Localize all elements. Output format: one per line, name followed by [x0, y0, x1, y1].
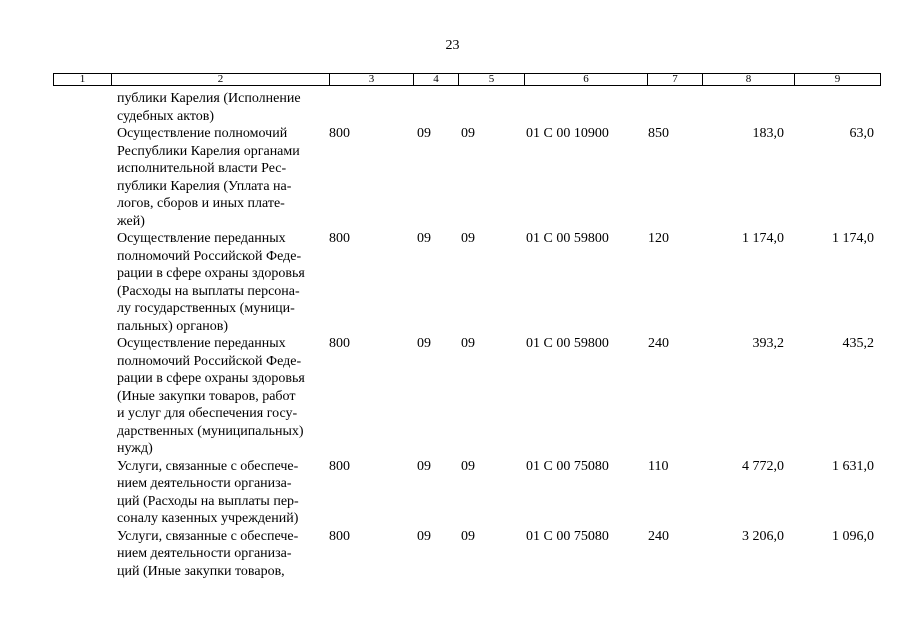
- description-line: исполнительной власти Рес-: [117, 161, 287, 176]
- table-row: [53, 458, 880, 528]
- subsection-code: 09: [461, 336, 475, 351]
- table-row: [53, 230, 880, 335]
- section-code: 800: [329, 528, 350, 544]
- column-header-1: 1: [54, 74, 112, 86]
- description-line: ций (Иные закупки товаров,: [117, 563, 285, 579]
- section-code: 800: [329, 336, 350, 351]
- description-line: публики Карелия (Исполнение: [117, 91, 301, 106]
- row-description: [117, 230, 332, 335]
- description-line: ций (Расходы на выплаты пер-: [117, 493, 299, 509]
- column-header-4: 4: [414, 74, 459, 86]
- description-line: логов, сборов и иных плате-: [117, 196, 285, 211]
- description-line: соналу казенных учреждений): [117, 511, 299, 526]
- row-description: [117, 458, 332, 528]
- amount-year-2: 435,2: [842, 336, 874, 351]
- section-code: 800: [329, 458, 350, 474]
- row-description: [117, 125, 332, 230]
- row-description: [117, 528, 332, 581]
- description-line: судебных актов): [117, 108, 215, 124]
- description-line: нием деятельности организа-: [117, 546, 292, 561]
- description-line: публики Карелия (Уплата на-: [117, 178, 292, 194]
- expense-type-code: 240: [648, 528, 669, 544]
- table-row: [53, 90, 880, 125]
- column-header-row: [54, 74, 881, 86]
- description-line: жей): [117, 213, 145, 229]
- expense-type-code: 110: [648, 458, 669, 474]
- table-row: [53, 335, 880, 458]
- subsection-code: 09: [461, 458, 475, 474]
- chapter-code: 09: [417, 528, 431, 544]
- expense-type-code: 120: [648, 231, 669, 246]
- target-article-code: 01 С 00 75080: [526, 528, 609, 544]
- description-line: и услуг для обеспечения госу-: [117, 406, 298, 421]
- column-header-9: 9: [795, 74, 881, 86]
- description-line: полномочий Российской Феде-: [117, 248, 302, 264]
- expense-type-code: 850: [648, 126, 669, 141]
- description-line: рации в сфере охраны здоровья: [117, 266, 305, 281]
- column-header-3: 3: [330, 74, 414, 86]
- description-line: нужд): [117, 441, 153, 456]
- description-line: лу государственных (муници-: [117, 301, 295, 316]
- description-line: Республики Карелия органами: [117, 143, 300, 159]
- section-code: 800: [329, 126, 350, 141]
- description-line: (Иные закупки товаров, работ: [117, 388, 296, 404]
- target-article-code: 01 С 00 59800: [526, 336, 609, 351]
- section-code: 800: [329, 231, 350, 246]
- column-header-table: [53, 73, 881, 86]
- table-body: [53, 90, 880, 580]
- description-line: нием деятельности организа-: [117, 476, 292, 491]
- table-row: [53, 528, 880, 581]
- description-line: (Расходы на выплаты персона-: [117, 283, 300, 299]
- amount-year-1: 1 174,0: [742, 231, 784, 246]
- amount-year-2: 1 096,0: [832, 528, 874, 544]
- amount-year-2: 63,0: [849, 126, 874, 141]
- amount-year-2: 1 631,0: [832, 458, 874, 474]
- target-article-code: 01 С 00 75080: [526, 458, 609, 474]
- subsection-code: 09: [461, 528, 475, 544]
- description-line: рации в сфере охраны здоровья: [117, 371, 305, 386]
- amount-year-2: 1 174,0: [832, 231, 874, 246]
- column-header-7: 7: [648, 74, 703, 86]
- description-line: Услуги, связанные с обеспече-: [117, 458, 299, 474]
- target-article-code: 01 С 00 59800: [526, 231, 609, 246]
- subsection-code: 09: [461, 126, 475, 141]
- description-line: Осуществление переданных: [117, 336, 286, 351]
- table-row: [53, 125, 880, 230]
- chapter-code: 09: [417, 231, 431, 246]
- chapter-code: 09: [417, 126, 431, 141]
- description-line: дарственных (муниципальных): [117, 423, 304, 439]
- description-line: пальных) органов): [117, 318, 228, 334]
- expense-type-code: 240: [648, 336, 669, 351]
- amount-year-1: 4 772,0: [742, 458, 784, 474]
- amount-year-1: 183,0: [752, 126, 784, 141]
- column-header-5: 5: [459, 74, 525, 86]
- chapter-code: 09: [417, 458, 431, 474]
- column-header-8: 8: [703, 74, 795, 86]
- description-line: полномочий Российской Феде-: [117, 353, 302, 369]
- chapter-code: 09: [417, 336, 431, 351]
- row-description: [117, 90, 332, 125]
- description-line: Осуществление переданных: [117, 231, 286, 246]
- page-number: 23: [445, 38, 460, 53]
- amount-year-1: 3 206,0: [742, 528, 784, 544]
- column-header-6: 6: [525, 74, 648, 86]
- description-line: Услуги, связанные с обеспече-: [117, 528, 299, 544]
- target-article-code: 01 С 00 10900: [526, 126, 609, 141]
- subsection-code: 09: [461, 231, 475, 246]
- row-description: [117, 335, 332, 458]
- description-line: Осуществление полномочий: [117, 126, 288, 141]
- amount-year-1: 393,2: [752, 336, 784, 351]
- column-header-2: 2: [112, 74, 330, 86]
